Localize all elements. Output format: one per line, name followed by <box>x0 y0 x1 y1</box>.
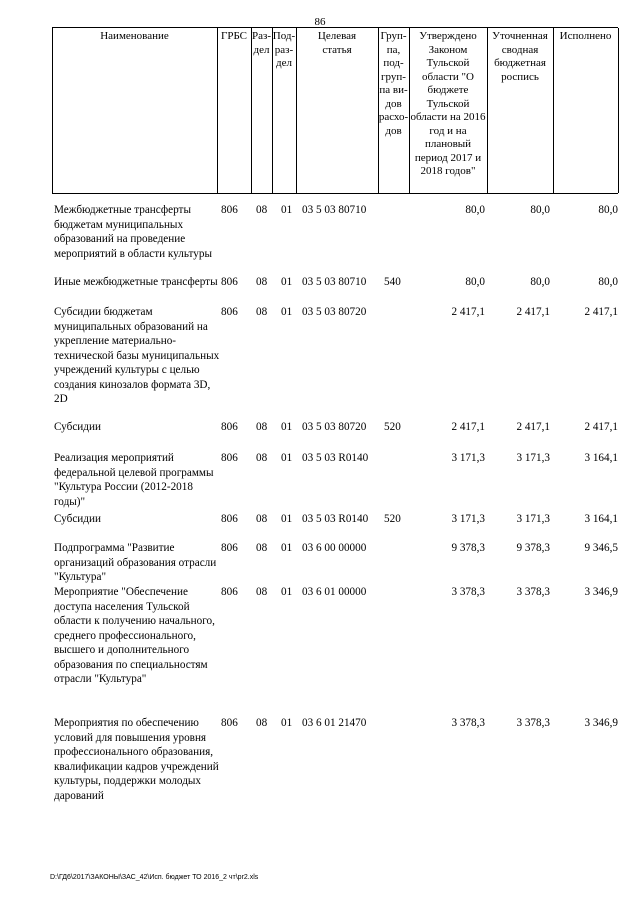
cell-statya: 03 5 03 80720 <box>302 421 367 433</box>
cell-utv: 9 378,3 <box>451 542 485 554</box>
cell-podrazdel: 01 <box>281 717 293 729</box>
cell-razdel: 08 <box>256 306 268 318</box>
cell-razdel: 08 <box>256 276 268 288</box>
cell-name: Мероприятие "Обеспечение доступа населения Тульской области к получению начального, среднего профессионального, высшего и дополнительного образования по специальностям отрасли "Культура" <box>54 586 215 685</box>
cell-utv: 80,0 <box>465 204 485 216</box>
cell-grbs: 806 <box>221 513 238 525</box>
cell-statya: 03 5 03 80710 <box>302 204 367 216</box>
cell-razdel: 08 <box>256 513 268 525</box>
table-header <box>52 27 618 194</box>
cell-grbs: 806 <box>221 421 238 433</box>
cell-statya: 03 5 03 R0140 <box>302 513 369 525</box>
cell-razdel: 08 <box>256 542 268 554</box>
cell-razdel: 08 <box>256 204 268 216</box>
file-path-footer: D:\ГД6\2017\ЗАКОНЫ\ЗАС_42\Исп. бюджет ТО 2016_2 чт\pr2.xls <box>50 874 259 881</box>
cell-isp: 80,0 <box>598 204 618 216</box>
cell-grbs: 806 <box>221 306 238 318</box>
cell-razdel: 08 <box>256 717 268 729</box>
cell-utv: 3 171,3 <box>451 513 485 525</box>
cell-utoch: 3 171,3 <box>516 452 550 464</box>
cell-grbs: 806 <box>221 542 238 554</box>
header-utochnennaya: Уточненная сводная бюджетная роспись <box>492 30 548 83</box>
cell-grbs: 806 <box>221 717 238 729</box>
cell-utoch: 9 378,3 <box>516 542 550 554</box>
cell-name: Межбюджетные трансферты бюджетам муниципальных образований на проведение мероприятий в области культуры <box>54 204 212 260</box>
header-statya: Целевая статья <box>317 30 357 56</box>
cell-statya: 03 5 03 80720 <box>302 306 367 318</box>
cell-name: Субсидии <box>54 421 101 433</box>
cell-statya: 03 6 00 00000 <box>302 542 367 554</box>
cell-statya: 03 5 03 R0140 <box>302 452 369 464</box>
cell-utv: 3 378,3 <box>451 586 485 598</box>
cell-isp: 3 346,9 <box>584 717 618 729</box>
cell-utoch: 2 417,1 <box>516 421 550 433</box>
cell-razdel: 08 <box>256 452 268 464</box>
cell-utv: 2 417,1 <box>451 306 485 318</box>
cell-name: Иные межбюджетные трансферты <box>54 276 218 288</box>
cell-name: Мероприятия по обеспечению условий для повышения уровня профессионального образования, квалификации кадров учреждений культуры, поддержки молодых дарований <box>54 717 219 802</box>
cell-grbs: 806 <box>221 276 238 288</box>
cell-podrazdel: 01 <box>281 586 293 598</box>
header-gruppa: Груп-па, под-груп-па ви-дов расхо-дов <box>378 30 409 137</box>
cell-utoch: 80,0 <box>530 276 550 288</box>
page-number: 86 <box>314 16 326 28</box>
cell-utoch: 80,0 <box>530 204 550 216</box>
header-grbs: ГРБС <box>220 30 248 42</box>
cell-isp: 3 164,1 <box>584 452 618 464</box>
cell-statya: 03 6 01 00000 <box>302 586 367 598</box>
header-ispolneno: Исполнено <box>559 30 612 42</box>
cell-podrazdel: 01 <box>281 452 293 464</box>
cell-utv: 3 378,3 <box>451 717 485 729</box>
cell-statya: 03 6 01 21470 <box>302 717 367 729</box>
cell-isp: 9 346,5 <box>584 542 618 554</box>
cell-vid: 540 <box>384 276 401 288</box>
cell-utv: 3 171,3 <box>451 452 485 464</box>
cell-vid: 520 <box>384 513 401 525</box>
cell-grbs: 806 <box>221 204 238 216</box>
cell-razdel: 08 <box>256 586 268 598</box>
cell-name: Субсидии бюджетам муниципальных образований на укрепление материально-технической базы муниципальных учреждений культуры с целью создания кинозалов формата 3D, 2D <box>54 306 220 405</box>
header-podrazdel: Под-раз-дел <box>272 30 296 69</box>
cell-name: Подпрограмма "Развитие организаций образования отрасли "Культура" <box>54 542 217 583</box>
cell-utoch: 3 378,3 <box>516 717 550 729</box>
cell-utv: 2 417,1 <box>451 421 485 433</box>
cell-podrazdel: 01 <box>281 204 293 216</box>
cell-razdel: 08 <box>256 421 268 433</box>
cell-name: Субсидии <box>54 513 101 525</box>
cell-utv: 80,0 <box>465 276 485 288</box>
cell-utoch: 3 378,3 <box>516 586 550 598</box>
cell-podrazdel: 01 <box>281 542 293 554</box>
header-utverzhdeno: Утверждено Законом Тульской области "О бюджете Тульской области на 2016 год и на плановый период 2017 и 2018 годов" <box>410 30 486 177</box>
cell-utoch: 2 417,1 <box>516 306 550 318</box>
cell-isp: 2 417,1 <box>584 306 618 318</box>
cell-isp: 80,0 <box>598 276 618 288</box>
cell-podrazdel: 01 <box>281 306 293 318</box>
cell-vid: 520 <box>384 421 401 433</box>
cell-isp: 3 164,1 <box>584 513 618 525</box>
cell-utoch: 3 171,3 <box>516 513 550 525</box>
cell-name: Реализация мероприятий федеральной целевой программы "Культура России (2012-2018 годы)" <box>54 452 214 508</box>
cell-isp: 2 417,1 <box>584 421 618 433</box>
header-razdel: Раз-дел <box>251 30 271 56</box>
cell-isp: 3 346,9 <box>584 586 618 598</box>
cell-grbs: 806 <box>221 452 238 464</box>
cell-podrazdel: 01 <box>281 513 293 525</box>
cell-grbs: 806 <box>221 586 238 598</box>
cell-podrazdel: 01 <box>281 276 293 288</box>
cell-statya: 03 5 03 80710 <box>302 276 367 288</box>
header-name: Наименование <box>100 30 169 42</box>
cell-podrazdel: 01 <box>281 421 293 433</box>
